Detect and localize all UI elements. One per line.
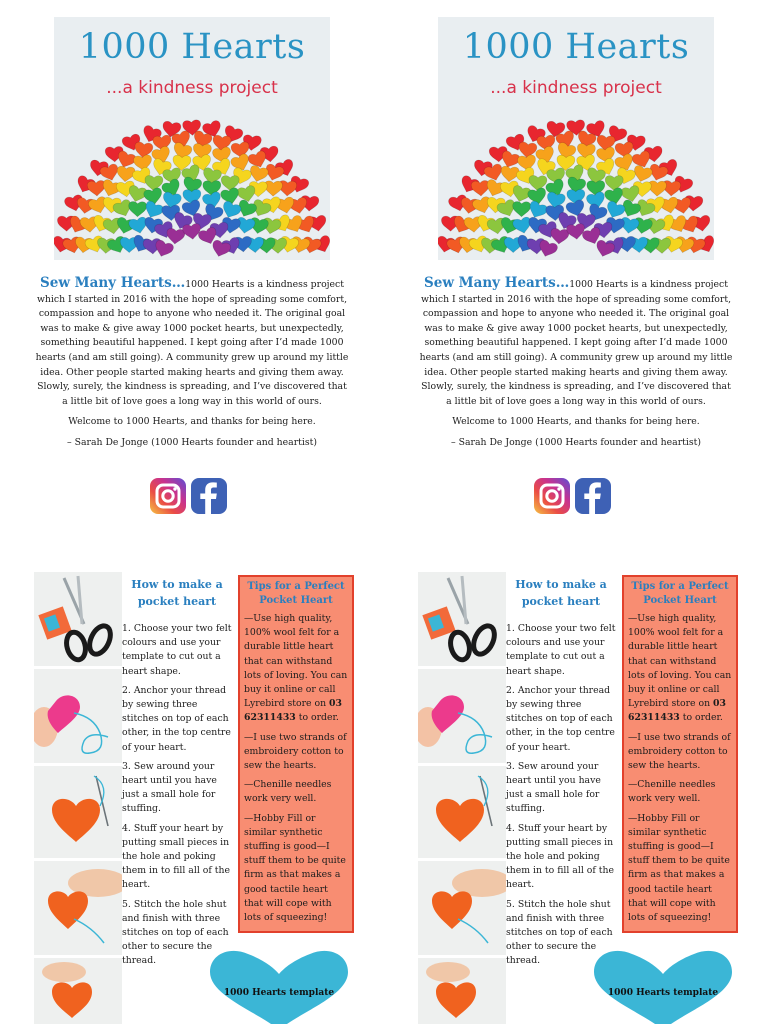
step-photo-anchor [418, 669, 506, 763]
howto-title: How to make a pocket heart [515, 578, 607, 608]
howto-step: 5. Stitch the hole shut and finish with three stitches on top of each other to secure the thread. [122, 898, 229, 967]
intro-welcome: Welcome to 1000 Hearts, and thanks for being here. [68, 416, 316, 428]
felt-heart [128, 201, 146, 216]
step-photo-sewing [418, 766, 506, 858]
banner-title: 1000 Hearts [78, 27, 306, 67]
felt-heart [182, 223, 202, 240]
tip-text: to order. [679, 712, 723, 724]
tip-text: —Hobby Fill or similar synthetic stuffing is good—I stuff them to be quite firm as that makes a good tactile heart that will cope with lots of squeezing! [244, 812, 346, 924]
heart-template [592, 950, 734, 1024]
social-links [534, 478, 614, 516]
flyer-right [384, 0, 768, 1024]
howto-step: 5. Stitch the hole shut and finish with three stitches on top of each other to secure the thread. [506, 898, 613, 967]
step-photo-scissors [34, 572, 122, 666]
tip-phone: 03 62311433 [628, 698, 726, 724]
tip-text: —I use two strands of embroidery cotton to sew the hearts. [244, 731, 347, 772]
intro-body: 1000 Hearts is a kindness project which I started in 2016 with the hope of spreading some comfort, compassion and hope to anyone who needed it. The original goal was to make & give away 1000 pocket hearts, but unexpectedly, something beautiful happened. I kept going after I’d made 1000 hearts (and am still going). A community grew up around my little idea. Other people started making hearts and giving them away. Slowly, surely, the kindness is spreading, and I’ve discovered that a little bit of love goes a long way in this world of ours. [35, 279, 349, 407]
intro-body: 1000 Hearts is a kindness project which I started in 2016 with the hope of spreading some comfort, compassion and hope to anyone who needed it. The original goal was to make & give away 1000 pocket hearts, but unexpectedly, something beautiful happened. I kept going after I’d made 1000 hearts (and am still going). A community grew up around my little idea. Other people started making hearts and giving them away. Slowly, surely, the kindness is spreading, and I’ve discovered that a little bit of love goes a long way in this world of ours. [419, 279, 733, 407]
howto-section [122, 576, 232, 974]
instagram-icon[interactable] [534, 478, 570, 514]
howto-step: 4. Stuff your heart by putting small pieces in the hole and poking them in to fill all of the heart. [506, 822, 614, 891]
tips-title: Tips for a Perfect Pocket Heart [631, 581, 729, 606]
howto-step: 1. Choose your two felt colours and use your template to cut out a heart shape. [506, 623, 616, 677]
tips-title: Tips for a Perfect Pocket Heart [247, 581, 345, 606]
banner-title: 1000 Hearts [462, 27, 690, 67]
felt-heart [471, 180, 490, 196]
howto-title: How to make a pocket heart [131, 578, 223, 608]
banner-subtitle: ...a kindness project [490, 78, 662, 98]
howto-step: 4. Stuff your heart by putting small pieces in the hole and poking them in to fill all of the heart. [122, 822, 230, 891]
intro [418, 276, 734, 457]
tip-text: —Chenille needles work very well. [244, 779, 332, 805]
social-links [150, 478, 230, 516]
felt-heart [620, 185, 641, 204]
template-label: 1000 Hearts template [607, 988, 719, 998]
intro-signature: – Sarah De Jonge (1000 Hearts founder and heartist) [451, 436, 701, 448]
intro [34, 276, 350, 457]
intro-lead: Sew Many Hearts… [40, 275, 186, 291]
tip-text: to order. [295, 712, 339, 724]
facebook-icon[interactable] [191, 478, 227, 514]
facebook-icon[interactable] [575, 478, 611, 514]
step-photo-finished [418, 958, 506, 1024]
tip-text: —Hobby Fill or similar synthetic stuffing is good—I stuff them to be quite firm as that makes a good tactile heart that will cope with lots of squeezing! [628, 812, 730, 924]
tip-phone: 03 62311433 [244, 698, 342, 724]
banner-subtitle: ...a kindness project [106, 78, 278, 98]
tips-box [238, 575, 354, 933]
howto-step: 3. Sew around your heart until you have just a small hole for stuffing. [506, 760, 601, 815]
intro-welcome: Welcome to 1000 Hearts, and thanks for being here. [452, 416, 700, 428]
step-photo-anchor [34, 669, 122, 763]
felt-heart [512, 201, 530, 216]
tip-text: —I use two strands of embroidery cotton to sew the hearts. [628, 731, 731, 772]
instagram-icon[interactable] [150, 478, 186, 514]
howto-section [506, 576, 616, 974]
step-photo-scissors [418, 572, 506, 666]
tip-text: —Use high quality, 100% wool felt for a durable little heart that can withstand lots of loving. You can buy it online or call Lyrebird store on [244, 613, 348, 710]
step-photos [34, 572, 122, 1024]
howto-step: 3. Sew around your heart until you have just a small hole for stuffing. [122, 760, 217, 815]
felt-heart [550, 228, 569, 245]
intro-signature: – Sarah De Jonge (1000 Hearts founder and heartist) [67, 436, 317, 448]
howto-step: 1. Choose your two felt colours and use your template to cut out a heart shape. [122, 623, 232, 677]
heart-template [208, 950, 350, 1024]
banner [54, 17, 330, 260]
template-label: 1000 Hearts template [223, 988, 335, 998]
step-photo-stuffing [418, 861, 506, 955]
step-photo-finished [34, 958, 122, 1024]
step-photo-stuffing [34, 861, 122, 955]
felt-heart [566, 223, 586, 240]
felt-heart [87, 180, 106, 196]
tips-box [622, 575, 738, 933]
felt-heart [236, 185, 257, 204]
intro-lead: Sew Many Hearts… [424, 275, 570, 291]
tip-text: —Use high quality, 100% wool felt for a durable little heart that can withstand lots of loving. You can buy it online or call Lyrebird store on [628, 613, 732, 710]
tip-text: —Chenille needles work very well. [628, 779, 716, 805]
howto-step: 2. Anchor your thread by sewing three stitches on top of each other, in the top centre of your heart. [506, 684, 615, 753]
howto-step: 2. Anchor your thread by sewing three stitches on top of each other, in the top centre of your heart. [122, 684, 231, 753]
step-photo-sewing [34, 766, 122, 858]
banner [438, 17, 714, 260]
step-photos [418, 572, 506, 1024]
felt-heart [166, 228, 185, 245]
